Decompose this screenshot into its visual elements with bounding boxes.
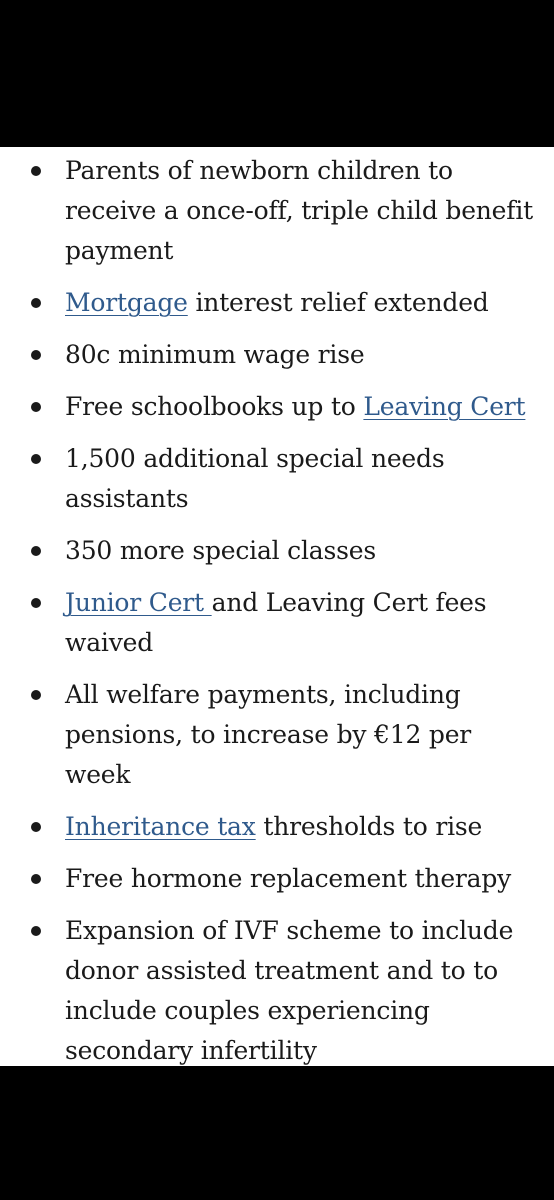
item-text: 80c minimum wage rise: [65, 340, 365, 369]
list-item: [0, 675, 554, 795]
item-text: Free schoolbooks up to: [65, 392, 364, 421]
bullet-icon: [31, 454, 41, 464]
inheritance-tax-link[interactable]: Inheritance tax: [65, 812, 256, 841]
item-text: Expansion of IVF scheme to include donor assisted treatment and to to include couples experiencing secondary infertility: [65, 916, 514, 1065]
bullet-icon: [31, 822, 41, 832]
budget-measures-list: [0, 151, 554, 1066]
list-item: [0, 151, 554, 271]
list-item: [0, 387, 554, 427]
list-item: [0, 439, 554, 519]
leaving-cert-link[interactable]: Leaving Cert: [363, 392, 526, 421]
bullet-icon: [31, 546, 41, 556]
mortgage-link[interactable]: Mortgage: [65, 288, 188, 317]
bullet-icon: [31, 350, 41, 360]
bullet-icon: [31, 926, 41, 936]
list-item: [0, 911, 554, 1066]
bottom-black-bar: [0, 1066, 554, 1200]
bullet-icon: [31, 690, 41, 700]
item-text: and Leaving Cert fees waived: [65, 588, 487, 657]
bullet-icon: [31, 874, 41, 884]
top-black-bar: [0, 0, 554, 147]
junior-cert-link[interactable]: Junior Cert: [65, 588, 212, 617]
bullet-icon: [31, 298, 41, 308]
item-text: 350 more special classes: [65, 536, 376, 565]
list-item: [0, 335, 554, 375]
bullet-icon: [31, 598, 41, 608]
list-item: [0, 807, 554, 847]
list-item: [0, 283, 554, 323]
item-text: thresholds to rise: [255, 812, 483, 841]
bullet-icon: [31, 166, 41, 176]
item-text: Parents of newborn children to receive a once-off, triple child benefit payment: [65, 156, 533, 265]
article-content: [0, 147, 554, 1066]
list-item: [0, 531, 554, 571]
item-text: 1,500 additional special needs assistants: [65, 444, 445, 513]
item-text: interest relief extended: [187, 288, 489, 317]
item-text: Free hormone replacement therapy: [65, 864, 512, 893]
item-text: All welfare payments, including pensions, to increase by €12 per week: [65, 680, 472, 789]
bullet-icon: [31, 402, 41, 412]
list-item: [0, 583, 554, 663]
list-item: [0, 859, 554, 899]
